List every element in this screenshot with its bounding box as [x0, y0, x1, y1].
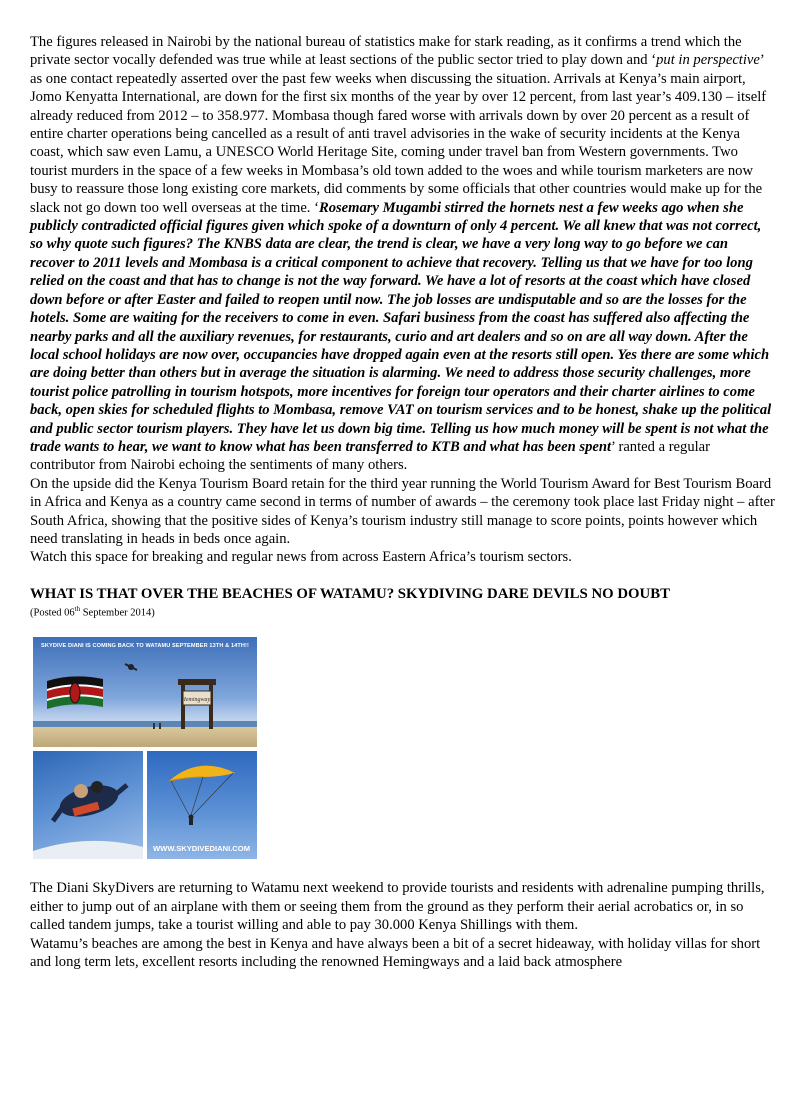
hemingways-sign-text: Hemingways: [181, 697, 213, 704]
article2-paragraph2: Watamu’s beaches are among the best in Kenya and have always been a bit of a secret hideaway, with holiday villas for short and long term lets, excellent resorts including the renowned Hemingways and a laid back atmosphere: [30, 935, 761, 970]
article1-paragraph3: Watch this space for breaking and regular news from across Eastern Africa’s tourism sectors.: [30, 549, 572, 566]
article1-body-text: ’ as one contact repeatedly asserted over the past few weeks when discussing the situation. Arrivals at Kenya’s main airport, Jomo Kenyatta International, are down for the first six months of the year by over 12 percent, from last year’s 409.130 – itself already reduced from 2012 – to 358.977. Mombasa though fared worse with arrivals down by over 20 percent as a result of entire charter operations being cancelled as a result of anti travel advisories in the wake of security incidents at the Kenya coast, which saw even Lamu, a UNESCO World Heritage Site, coming under travel ban from Western governments. Two tourist murders in the space of a few weeks in Mombasa’s old town added to the woes and while tourism marketers are now busy to reassure those long existing core markets, did comments by some officials that other countries would make up for the slack not go down too well overseas at the time. ‘: [30, 52, 767, 216]
article2-title: WHAT IS THAT OVER THE BEACHES OF WATAMU? SKYDIVING DARE DEVILS NO DOUBT: [30, 585, 670, 602]
collage-parachute-photo: [147, 751, 257, 859]
posted-suffix: September 2014): [80, 607, 155, 619]
article1-intro-text: The figures released in Nairobi by the national bureau of statistics make for stark reading, as it confirms a trend which the private sector vocally defended was true while at least sections of the public sector tried to play down and ‘: [30, 34, 742, 69]
skydive-collage-image: [33, 637, 257, 859]
article1-paragraph2: On the upside did the Kenya Tourism Board retain for the third year running the World Tourism Award for Best Tourism Board in Africa and Kenya as a country came second in terms of number of awards – the ceremony took place last Friday night – after South Africa, showing that the positive sides of Kenya’s tourism industry still manage to score points, points however which need translating in heads in beds once again.: [30, 475, 775, 547]
article1-quote-tail: ’ ranted a regular contributor from Nairobi echoing the sentiments of many others.: [30, 438, 711, 474]
article1-italic-phrase: put in perspective: [656, 52, 760, 69]
collage-top-photo: [33, 637, 257, 747]
article2-posted-date: [30, 603, 775, 620]
article1-paragraph1: [30, 33, 775, 475]
collage-tandem-photo: [33, 751, 143, 859]
article1-quote: Rosemary Mugambi stirred the hornets nest a few weeks ago when she publicly contradicted official figures given which spoke of a downturn of only 4 percent. We all knew that was not correct, so why quote such figures? The KNBS data are clear, the trend is clear, we have a very long way to go before we can recover to 2011 levels and Mombasa is a critical component to achieve that recovery. Telling us that we have for too long relied on the coast and that has to change is not the way forward. We have a lot of resorts at the coast which have closed down before or after Easter and failed to reopen until now. The job losses are undisputable and so are the losses for the hotels. Some are waiting for the receivers to come in even. Safari business from the coast has suffered also affecting the nearby parks and all the auxiliary revenues, for restaurants, curio and art dealers and so on are all way down. After the local school holidays are now over, occupancies have dropped again even at the resorts still open. Yes there are some which are doing better than others but in average the situation is alarming. We need to address those security challenges, more tourist police patrolling in tourism hotspots, more incentives for foreign tour operators and their charter airlines to come back, open skies for scheduled flights to Mombasa, remove VAT on tourism services and to be honest, shake up the political and public sector tourism players. They have let us down big time. Telling us how much money will be spent is not what the trade wants to hear, we want to know what has been transferred to KTB and what has been spent: [30, 199, 772, 455]
article2-paragraph1: The Diani SkyDivers are returning to Watamu next weekend to provide tourists and residents with adrenaline pumping thrills, either to jump out of an airplane with them or seeing them from the ground as they perform their aerial acrobatics or, in so called tandem jumps, take a tourist willing and able to pay 30.000 Kenya Shillings with them.: [30, 880, 765, 934]
tandem-skydivers-scene: [33, 751, 143, 859]
collage-banner-text: SKYDIVE DIANI IS COMING BACK TO WATAMU SEPTEMBER 13TH & 14TH!!: [41, 643, 249, 650]
document-page: [30, 33, 775, 971]
collage-website-url: WWW.SKYDIVEDIANI.COM: [153, 844, 251, 854]
posted-suffix-sup: th: [74, 604, 81, 613]
parachute-scene: [147, 751, 257, 859]
posted-prefix: (Posted 06: [30, 607, 75, 619]
kenya-flag-icon: [47, 677, 103, 710]
kenya-flag-beach-scene: [33, 637, 257, 747]
